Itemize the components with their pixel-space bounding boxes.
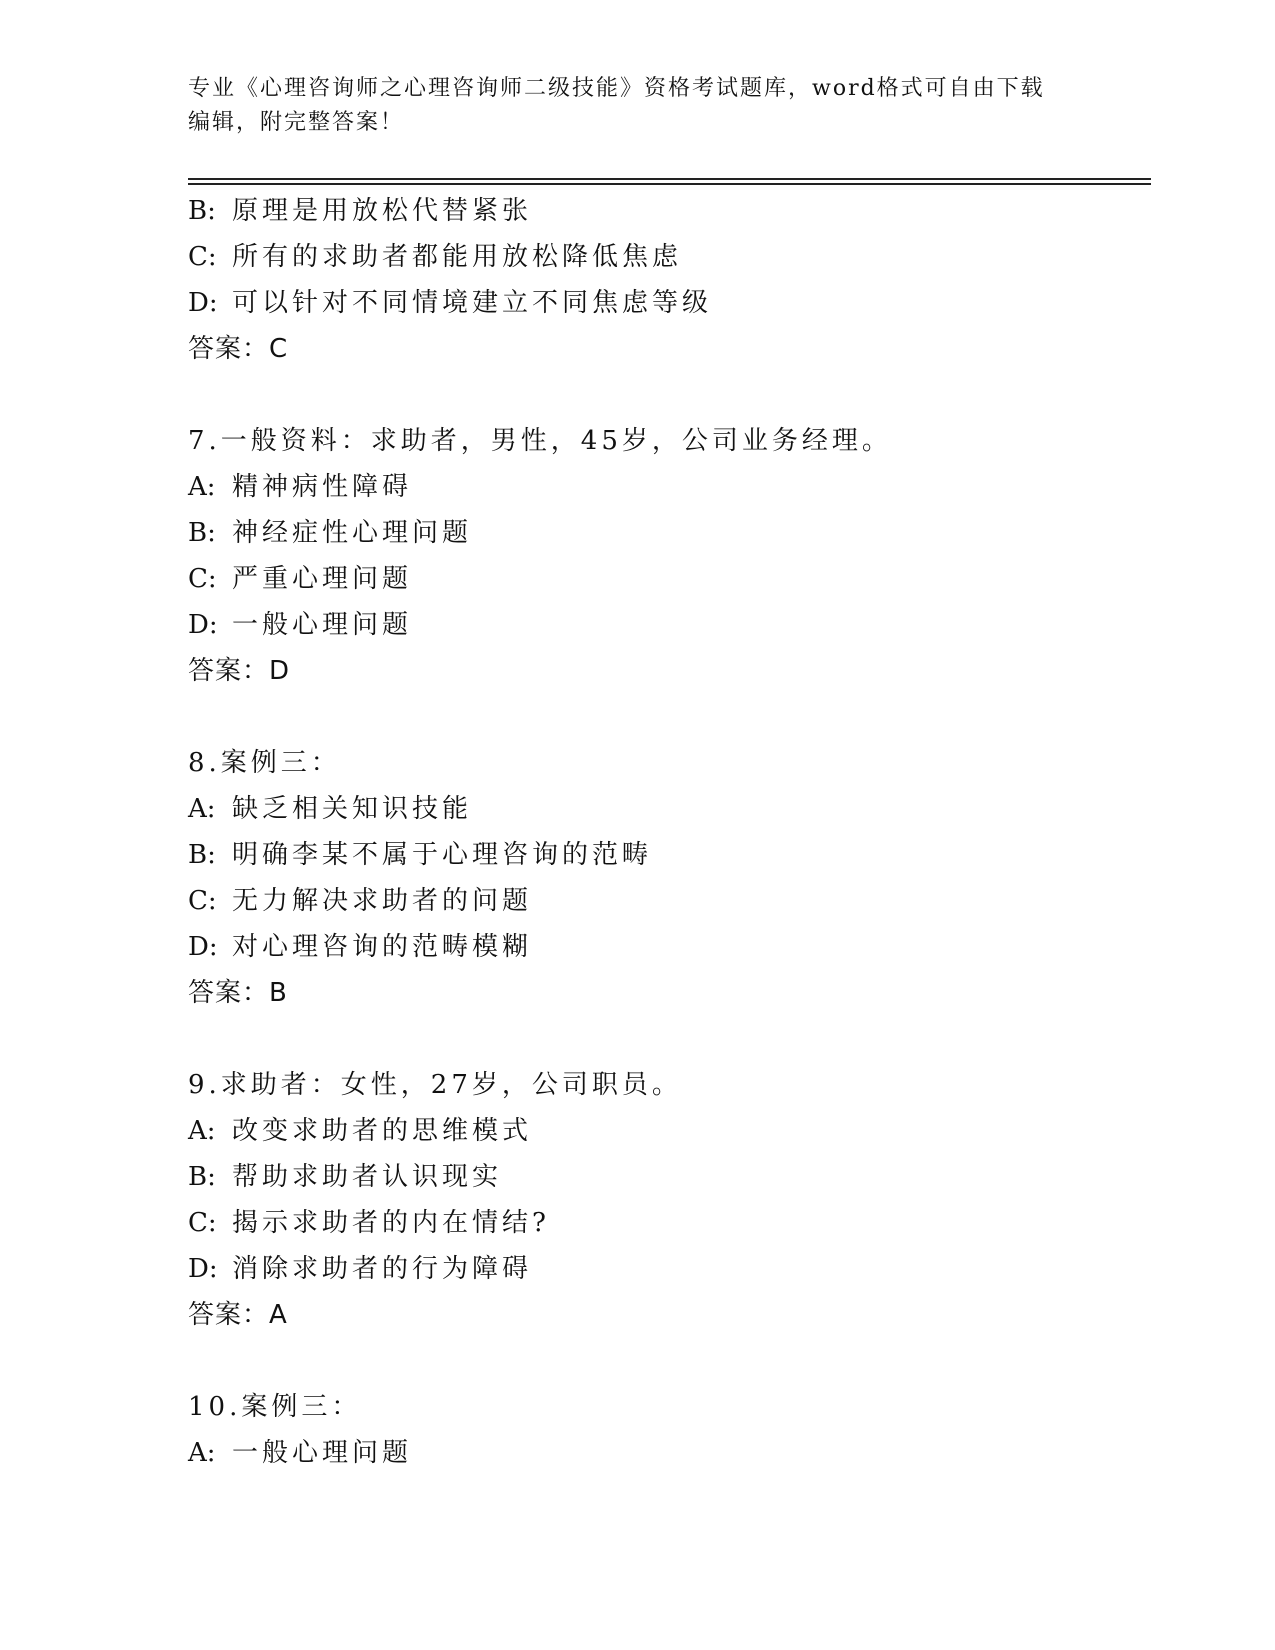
option-letter: A: [188, 1438, 216, 1468]
block-spacer [188, 694, 1148, 740]
block-spacer [188, 1338, 1148, 1384]
option-text: 帮助求助者认识现实 [232, 1162, 503, 1192]
option-text: 缺乏相关知识技能 [232, 794, 473, 824]
option-item [188, 1430, 1148, 1476]
option-item [188, 832, 1148, 878]
block-spacer [188, 1016, 1148, 1062]
option-text: 对心理咨询的范畴模糊 [232, 932, 533, 962]
option-text: 一般心理问题 [232, 610, 413, 640]
option-text: 所有的求助者都能用放松降低焦虑 [232, 242, 683, 272]
option-text: 可以针对不同情境建立不同焦虑等级 [232, 288, 713, 318]
option-item [188, 234, 1148, 280]
question-block [188, 1062, 1148, 1338]
question-block [188, 740, 1148, 1016]
header-divider-top [188, 178, 1151, 180]
option-item [188, 1108, 1148, 1154]
option-item [188, 464, 1148, 510]
option-letter: B: [188, 1162, 216, 1192]
answer-text: 答案：B [188, 978, 288, 1008]
option-text: 明确李某不属于心理咨询的范畴 [232, 840, 653, 870]
option-letter: D: [188, 1254, 218, 1284]
option-item [188, 924, 1148, 970]
option-item [188, 188, 1148, 234]
option-item [188, 1200, 1148, 1246]
option-letter: C: [188, 564, 217, 594]
option-letter: B: [188, 840, 216, 870]
option-item [188, 1154, 1148, 1200]
answer-text: 答案：C [188, 334, 289, 364]
option-text: 严重心理问题 [232, 564, 413, 594]
option-text: 改变求助者的思维模式 [232, 1116, 533, 1146]
option-text: 无力解决求助者的问题 [232, 886, 533, 916]
question-block [188, 1384, 1148, 1476]
option-item [188, 602, 1148, 648]
document-header: 专业《心理咨询师之心理咨询师二级技能》资格考试题库，word格式可自由下载 编辑，附完整答案！ [188, 76, 1045, 135]
option-letter: B: [188, 518, 216, 548]
question-text: 10.案例三： [188, 1392, 362, 1422]
option-letter: D: [188, 288, 218, 318]
option-item [188, 786, 1148, 832]
question-list [188, 188, 1148, 1476]
option-item [188, 510, 1148, 556]
question-text: 7.一般资料：求助者，男性，45岁，公司业务经理。 [188, 426, 892, 456]
option-text: 精神病性障碍 [232, 472, 413, 502]
option-text: 原理是用放松代替紧张 [232, 196, 533, 226]
option-item [188, 556, 1148, 602]
option-letter: D: [188, 932, 218, 962]
option-item [188, 878, 1148, 924]
option-letter: A: [188, 472, 216, 502]
option-item [188, 1246, 1148, 1292]
option-letter: C: [188, 886, 217, 916]
question-block [188, 418, 1148, 694]
question-text: 8.案例三： [188, 748, 341, 778]
answer-text: 答案：A [188, 1300, 288, 1330]
option-text: 一般心理问题 [232, 1438, 413, 1468]
option-text: 消除求助者的行为障碍 [232, 1254, 533, 1284]
block-spacer [188, 372, 1148, 418]
option-letter: C: [188, 242, 217, 272]
option-item [188, 280, 1148, 326]
option-letter: C: [188, 1208, 217, 1238]
option-letter: D: [188, 610, 218, 640]
option-text: 神经症性心理问题 [232, 518, 473, 548]
answer-text: 答案：D [188, 656, 291, 686]
option-letter: A: [188, 1116, 216, 1146]
option-text: 揭示求助者的内在情结? [232, 1208, 550, 1238]
header-divider-bottom [188, 183, 1151, 185]
option-letter: A: [188, 794, 216, 824]
option-letter: B: [188, 196, 216, 226]
question-text: 9.求助者：女性，27岁，公司职员。 [188, 1070, 682, 1100]
question-block [188, 188, 1148, 372]
